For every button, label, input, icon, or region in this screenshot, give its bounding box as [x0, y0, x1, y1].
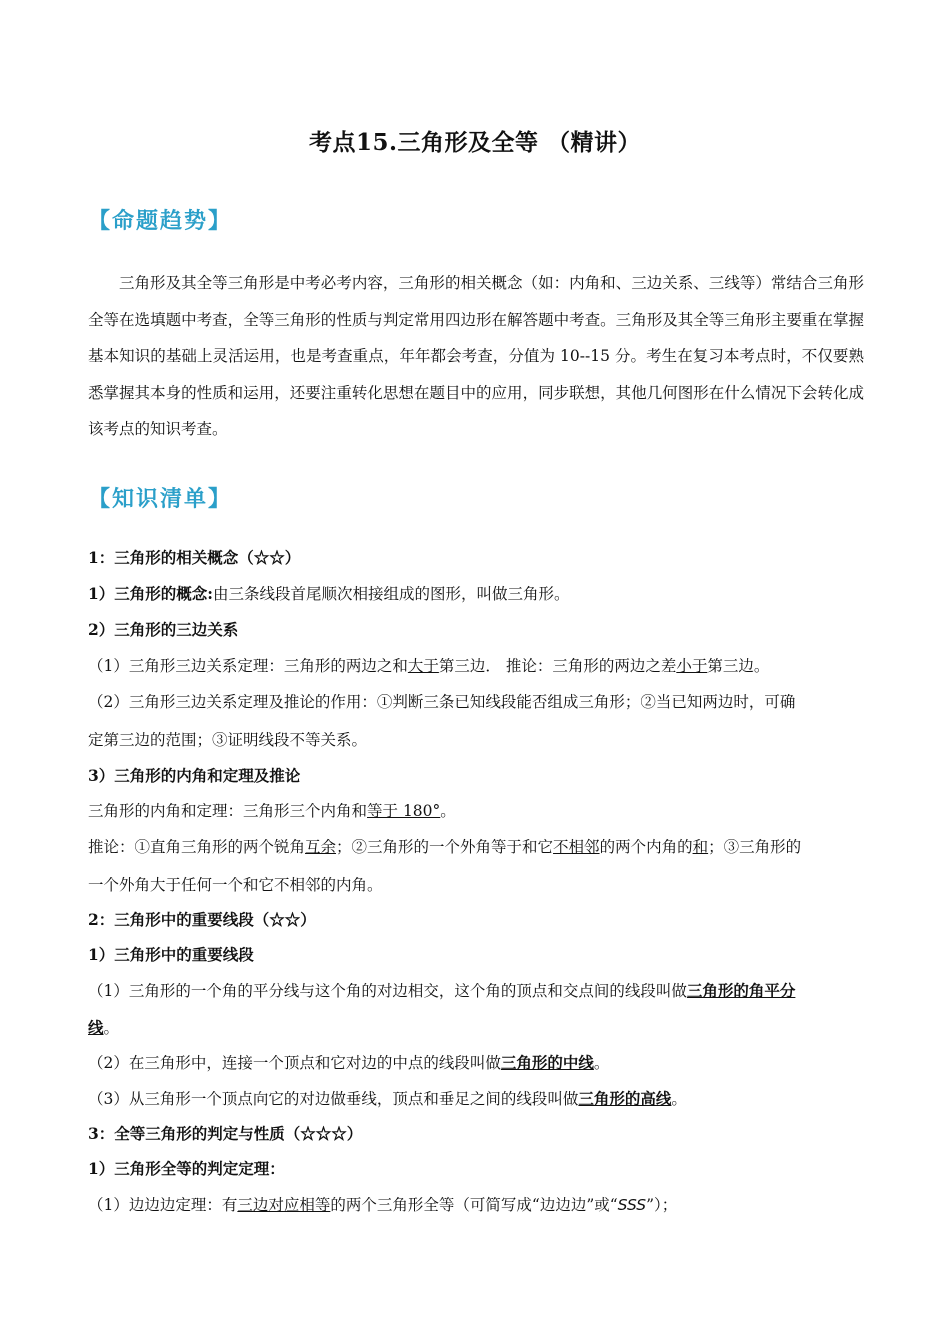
text-run: 。	[593, 1054, 610, 1072]
underlined-term: 三边对应相等	[237, 1196, 331, 1214]
three-sides-heading: 2）三角形的三边关系	[88, 620, 239, 639]
text-run: 。	[103, 1019, 120, 1037]
text-run: 推论：①直角三角形的两个锐角	[88, 838, 306, 856]
text-run: （1）三角形三边关系定理：三角形的两边之和	[88, 657, 408, 675]
underlined-term: 三角形的中线	[500, 1053, 594, 1072]
concept-line	[88, 582, 570, 606]
trend-text: 三角形及其全等三角形是中考必考内容，三角形的相关概念（如：内角和、三边关系、三线等）常结合三角形全等在选填题中考查，全等三角形的性质与判定常用四边形在解答题中考查。三角形及其全等三角形主要重在掌握基本知识的基础上灵活运用，也是考查重点，年年都会考查，分值为 10--15 分。考生在复习本考点时，不仅要熟悉掌握其本身的性质和运用，还要注重转化思想在题目中的应用，同步联想，其他几何图形在什么情况下会转化成该考点的知识考查。	[88, 274, 864, 439]
congruence-heading: 1）三角形全等的判定定理：	[88, 1159, 285, 1178]
angle-corollary-line-2: 一个外角大于任何一个和它不相邻的内角。	[88, 876, 383, 894]
text-run: ”）；	[646, 1196, 678, 1214]
text-run: ；②三角形的一个外角等于和它	[336, 838, 554, 856]
underlined-term: 和	[692, 838, 709, 856]
underlined-term: 三角形的角平分	[686, 981, 796, 1000]
underlined-term: 等于 180°	[367, 802, 441, 820]
three-sides-theorem	[88, 654, 769, 678]
text-run: 的两个内角的	[599, 838, 693, 856]
text-run: 。	[440, 802, 456, 820]
text-run: （1）边边边定理：有	[88, 1196, 238, 1214]
concept-text: 由三条线段首尾顺次相接组成的图形，叫做三角形。	[213, 585, 570, 603]
sss-abbrev: SSS	[617, 1196, 647, 1214]
bisector-line-2	[88, 1016, 119, 1040]
text-run: 三角形的内角和定理：三角形三个内角和	[88, 802, 368, 820]
altitude-line	[88, 1087, 687, 1111]
underlined-term: 小于	[676, 657, 708, 675]
three-sides-usage-line-1: （2）三角形三边关系定理及推论的作用：①判断三条已知线段能否组成三角形；②当已知两边时，可确	[88, 693, 796, 711]
angle-sum-theorem	[88, 799, 456, 823]
three-sides-usage-line-2: 定第三边的范围；③证明线段不等关系。	[88, 731, 368, 749]
page-title: 考点15.三角形及全等 （精讲）	[308, 129, 642, 156]
angle-corollary-line-1	[88, 835, 801, 859]
bisector-line-1	[88, 979, 795, 1003]
underlined-term: 不相邻	[553, 838, 600, 856]
section-heading-trend: 【命题趋势】	[88, 208, 233, 234]
text-run: （2）在三角形中，连接一个顶点和它对边的中点的线段叫做	[88, 1054, 501, 1072]
section-2-title: 2：三角形中的重要线段（☆☆）	[88, 910, 316, 929]
text-run: （1）三角形的一个角的平分线与这个角的对边相交，这个角的顶点和交点间的线段叫做	[88, 982, 687, 1000]
trend-paragraph	[88, 265, 864, 448]
text-run: 第三边。	[707, 657, 770, 675]
segments-heading: 1）三角形中的重要线段	[88, 945, 254, 964]
sss-line	[88, 1193, 677, 1217]
concept-label: 1）三角形的概念:	[88, 584, 214, 603]
section-1-title: 1：三角形的相关概念（☆☆）	[88, 548, 301, 567]
text-run: 第三边． 推论：三角形的两边之差	[438, 657, 677, 675]
section-heading-knowledge: 【知识清单】	[88, 486, 233, 512]
underlined-term: 线	[88, 1018, 104, 1037]
text-run: 的两个三角形全等（可简写成“边边边”或“	[330, 1196, 618, 1214]
text-run: 。	[671, 1090, 687, 1108]
text-run: （3）从三角形一个顶点向它的对边做垂线，顶点和垂足之间的线段叫做	[88, 1090, 579, 1108]
underlined-term: 大于	[407, 657, 439, 675]
text-run: ；③三角形的	[708, 838, 802, 856]
median-line	[88, 1051, 609, 1075]
section-3-title: 3：全等三角形的判定与性质（☆☆☆）	[88, 1124, 363, 1143]
underlined-term: 三角形的高线	[578, 1089, 672, 1108]
underlined-term: 互余	[305, 838, 337, 856]
angle-sum-heading: 3）三角形的内角和定理及推论	[88, 766, 301, 785]
